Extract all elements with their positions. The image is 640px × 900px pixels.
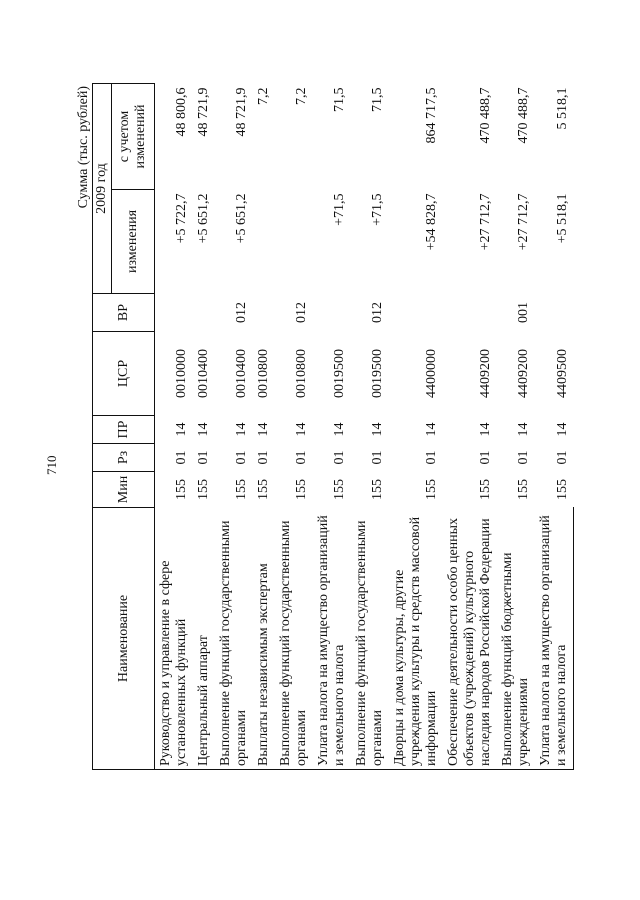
row-total: 470 488,7	[516, 87, 531, 144]
table-row	[389, 84, 443, 770]
row-name: Выполнение функций бюджетными учреждениями	[497, 508, 535, 770]
header-rz: Рз	[93, 444, 155, 472]
header-pr: ПР	[93, 416, 155, 444]
header-min: Мин	[93, 472, 155, 508]
row-pr: 14	[478, 422, 493, 437]
row-name: Руководство и управление в сфере установленных функций	[155, 508, 194, 770]
row-change: +27 712,7	[478, 193, 493, 251]
row-rz: 01	[478, 450, 493, 465]
row-total: 864 717,5	[424, 87, 439, 144]
row-csr: 0019500	[332, 349, 347, 398]
row-vr: 012	[370, 302, 385, 323]
row-vr	[443, 294, 497, 332]
row-csr: 0010000	[174, 349, 189, 398]
row-min: 155	[196, 479, 211, 500]
row-vr	[313, 294, 351, 332]
row-total: 7,2	[256, 87, 271, 105]
row-csr: 4409200	[516, 349, 531, 398]
row-vr: 012	[234, 302, 249, 323]
row-total: 7,2	[294, 87, 309, 105]
row-min: 155	[234, 479, 249, 500]
table-row	[443, 84, 497, 770]
budget-table	[92, 83, 574, 770]
row-total: 48 800,6	[174, 87, 189, 137]
sum-caption: Сумма (тыс. рублей)	[76, 86, 91, 209]
row-name: Дворцы и дома культуры, другие учреждения культуры и средств массовой информации	[389, 508, 443, 770]
row-rz: 01	[234, 450, 249, 465]
row-change: +27 712,7	[516, 193, 531, 251]
table-row	[497, 84, 535, 770]
table-row	[215, 84, 253, 770]
row-change: +5 722,7	[174, 193, 189, 244]
table-row	[535, 84, 574, 770]
row-name: Выполнение функций государственными органами	[275, 508, 313, 770]
row-change	[275, 190, 313, 294]
row-name: Обеспечение деятельности особо ценных объектов (учреждений) культурного наследия народов Российской Федерации	[443, 508, 497, 770]
row-rz: 01	[424, 450, 439, 465]
row-change: +5 651,2	[196, 193, 211, 244]
row-csr: 4409500	[554, 349, 570, 398]
row-name: Центральный аппарат	[193, 508, 215, 770]
row-change: +71,5	[332, 193, 347, 226]
row-total: 71,5	[332, 87, 347, 112]
row-total: 470 488,7	[478, 87, 493, 144]
row-name: Выплаты независимым экспертам	[253, 508, 275, 770]
table-row	[351, 84, 389, 770]
header-vr: ВР	[93, 294, 155, 332]
row-min: 155	[424, 479, 439, 500]
table-row	[193, 84, 215, 770]
row-vr: 012	[294, 302, 309, 323]
row-rz: 01	[516, 450, 531, 465]
row-total: 48 721,9	[234, 87, 249, 137]
table-row	[155, 84, 194, 770]
row-name: Выполнение функций государственными органами	[351, 508, 389, 770]
row-change: +71,5	[370, 193, 385, 226]
row-change: +5 518,1	[554, 193, 570, 244]
header-changes: изменения	[112, 190, 155, 294]
row-name: Выполнение функций государственными органами	[215, 508, 253, 770]
header-name: Наименование	[93, 508, 155, 770]
row-vr	[253, 294, 275, 332]
header-row	[93, 84, 112, 770]
row-pr: 14	[554, 422, 570, 437]
row-pr: 14	[370, 422, 385, 437]
row-change: +54 828,7	[424, 193, 439, 251]
row-pr: 14	[294, 422, 309, 437]
row-total: 48 721,9	[196, 87, 211, 137]
row-pr: 14	[196, 422, 211, 437]
table-row	[253, 84, 275, 770]
row-vr: 001	[516, 302, 531, 323]
row-min: 155	[554, 479, 570, 500]
row-min: 155	[174, 479, 189, 500]
row-rz: 01	[370, 450, 385, 465]
row-rz: 01	[294, 450, 309, 465]
row-change: +5 651,2	[234, 193, 249, 244]
row-rz: 01	[196, 450, 211, 465]
row-pr: 14	[174, 422, 189, 437]
table-row	[313, 84, 351, 770]
row-name: Уплата налога на имущество организаций и земельного налога	[535, 508, 574, 770]
row-min: 155	[370, 479, 385, 500]
header-year: 2009 год	[93, 84, 112, 294]
row-csr: 0010800	[256, 349, 271, 398]
row-rz: 01	[256, 450, 271, 465]
row-min: 155	[478, 479, 493, 500]
row-pr: 14	[424, 422, 439, 437]
row-pr: 14	[234, 422, 249, 437]
row-vr	[535, 294, 574, 332]
row-min: 155	[516, 479, 531, 500]
row-csr: 4409200	[478, 349, 493, 398]
row-pr: 14	[332, 422, 347, 437]
row-csr: 0010400	[196, 349, 211, 398]
row-rz: 01	[332, 450, 347, 465]
header-with-changes: с учетом изменений	[112, 84, 155, 190]
row-total: 5 518,1	[554, 87, 570, 130]
row-min: 155	[332, 479, 347, 500]
row-pr: 14	[256, 422, 271, 437]
row-vr	[155, 294, 194, 332]
row-csr: 0010400	[234, 349, 249, 398]
row-rz: 01	[554, 450, 570, 465]
row-csr: 4400000	[424, 349, 439, 398]
header-csr: ЦСР	[93, 332, 155, 416]
row-min: 155	[294, 479, 309, 500]
row-rz: 01	[174, 450, 189, 465]
row-name: Уплата налога на имущество организаций и земельного налога	[313, 508, 351, 770]
row-vr	[389, 294, 443, 332]
row-total: 71,5	[370, 87, 385, 112]
row-csr: 0010800	[294, 349, 309, 398]
row-change	[253, 190, 275, 294]
page-number: 710	[44, 455, 59, 475]
row-csr: 0019500	[370, 349, 385, 398]
table-row	[275, 84, 313, 770]
row-vr	[193, 294, 215, 332]
row-pr: 14	[516, 422, 531, 437]
row-min: 155	[256, 479, 271, 500]
